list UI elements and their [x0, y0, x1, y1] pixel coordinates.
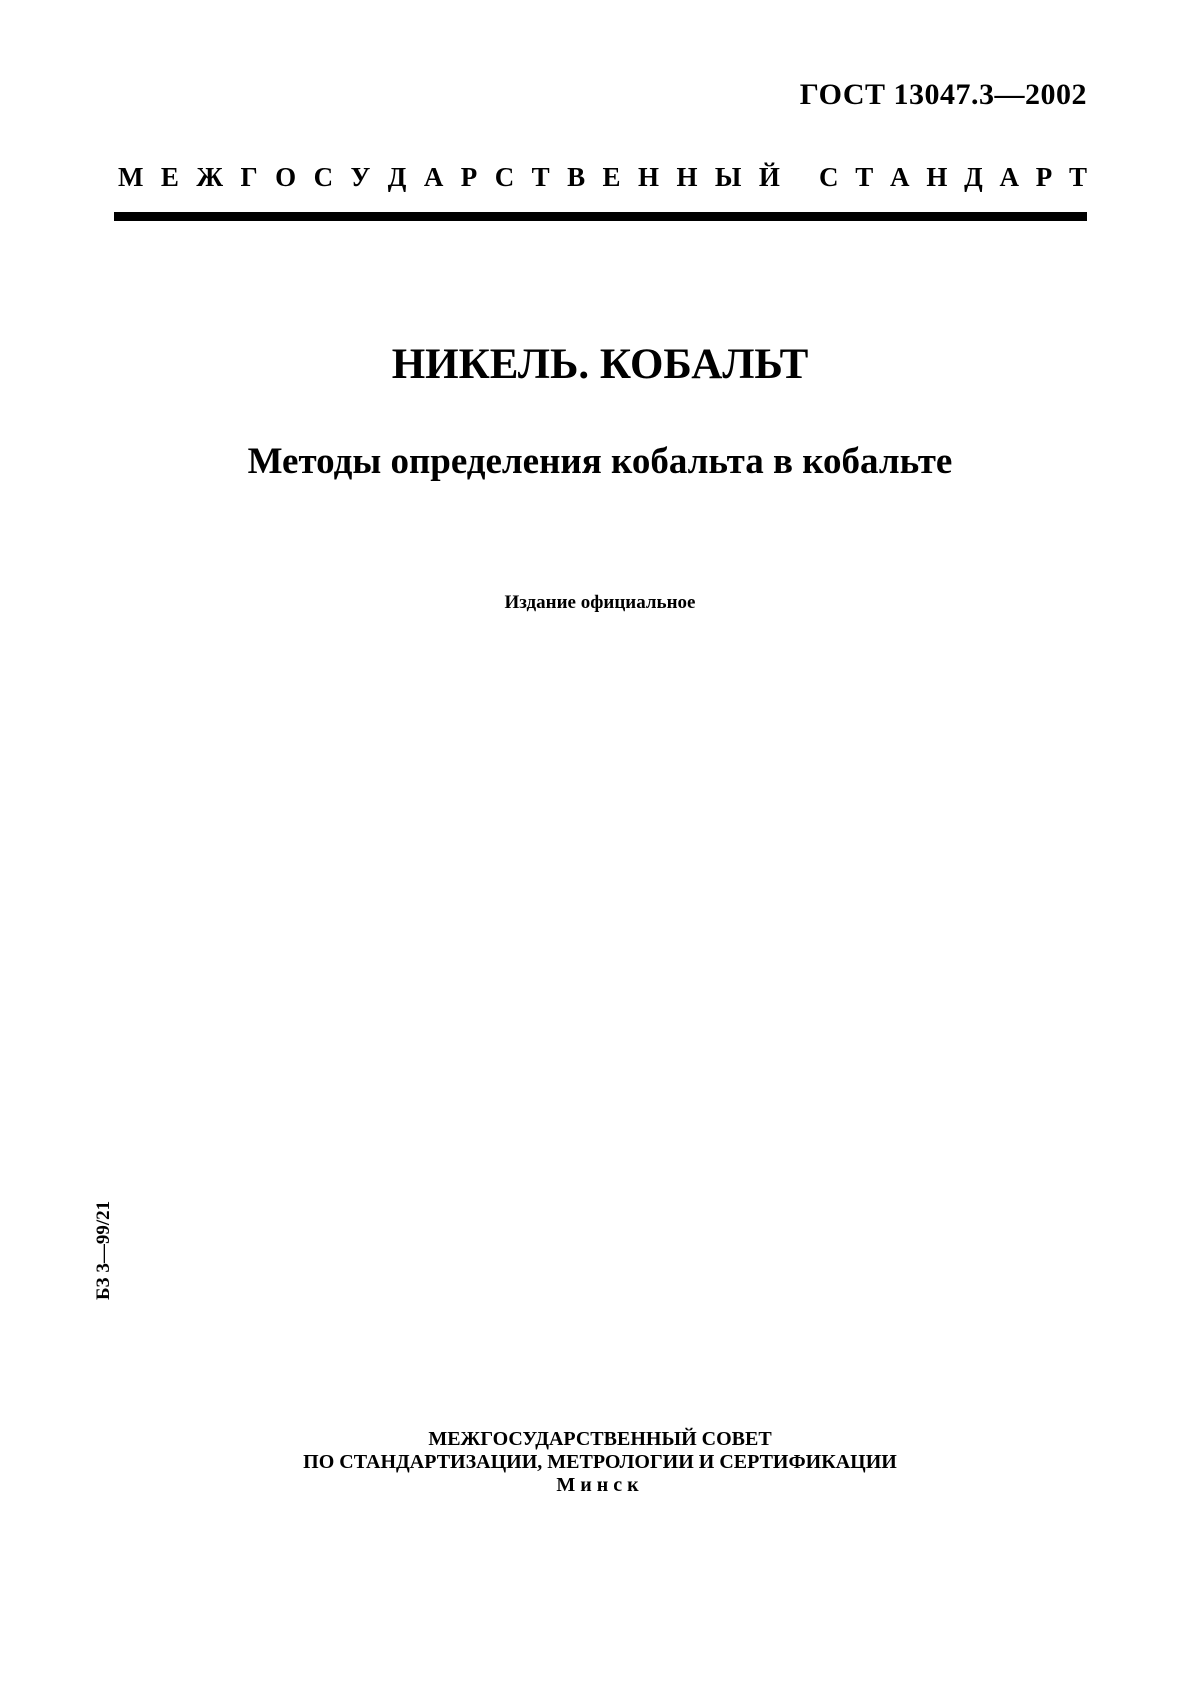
banner-letter: Ы	[714, 162, 742, 192]
document-number: ГОСТ 13047.3—2002	[799, 78, 1087, 111]
standard-banner	[118, 160, 1087, 194]
publisher-block	[0, 1428, 1200, 1497]
publisher-city: Минск	[556, 1474, 644, 1496]
banner-letter: О	[275, 162, 297, 192]
banner-letter: Н	[676, 162, 698, 192]
header-divider	[114, 212, 1087, 221]
page-title: НИКЕЛЬ. КОБАЛЬТ	[391, 341, 809, 388]
banner-letter: Н	[637, 162, 659, 192]
banner-letter: У	[350, 162, 371, 192]
banner-letter: В	[567, 162, 586, 192]
banner-letter: С	[819, 162, 839, 192]
banner-letter: Й	[758, 162, 780, 192]
banner-letter: Е	[602, 162, 621, 192]
banner-letter: Р	[460, 162, 478, 192]
banner-letter: Е	[160, 162, 179, 192]
page-subtitle: Методы определения кобальта в кобальте	[247, 441, 953, 482]
banner-letter: Г	[240, 162, 258, 192]
publisher-line-1: МЕЖГОСУДАРСТВЕННЫЙ СОВЕТ	[428, 1428, 772, 1450]
banner-letter: Т	[855, 162, 874, 192]
banner-letter: С	[494, 162, 515, 192]
banner-letter: Т	[531, 162, 550, 192]
publisher-line-2: ПО СТАНДАРТИЗАЦИИ, МЕТРОЛОГИИ И СЕРТИФИКАЦИИ	[303, 1451, 897, 1473]
banner-letter: А	[999, 162, 1019, 192]
banner-word-interstate	[118, 160, 780, 194]
banner-word-standard	[819, 160, 1087, 194]
banner-letter: С	[313, 162, 334, 192]
banner-letter: Р	[1035, 162, 1053, 192]
banner-letter: Н	[926, 162, 948, 192]
banner-letter: М	[118, 162, 144, 192]
banner-letter: А	[423, 162, 444, 192]
side-catalog-code: БЗ 3—99/21	[93, 1200, 114, 1300]
banner-letter: Ж	[196, 162, 224, 192]
banner-letter: А	[890, 162, 910, 192]
banner-letter: Д	[964, 162, 983, 192]
banner-letter: Д	[387, 162, 407, 192]
banner-letter: Т	[1068, 162, 1087, 192]
edition-label: Издание официальное	[504, 592, 696, 613]
